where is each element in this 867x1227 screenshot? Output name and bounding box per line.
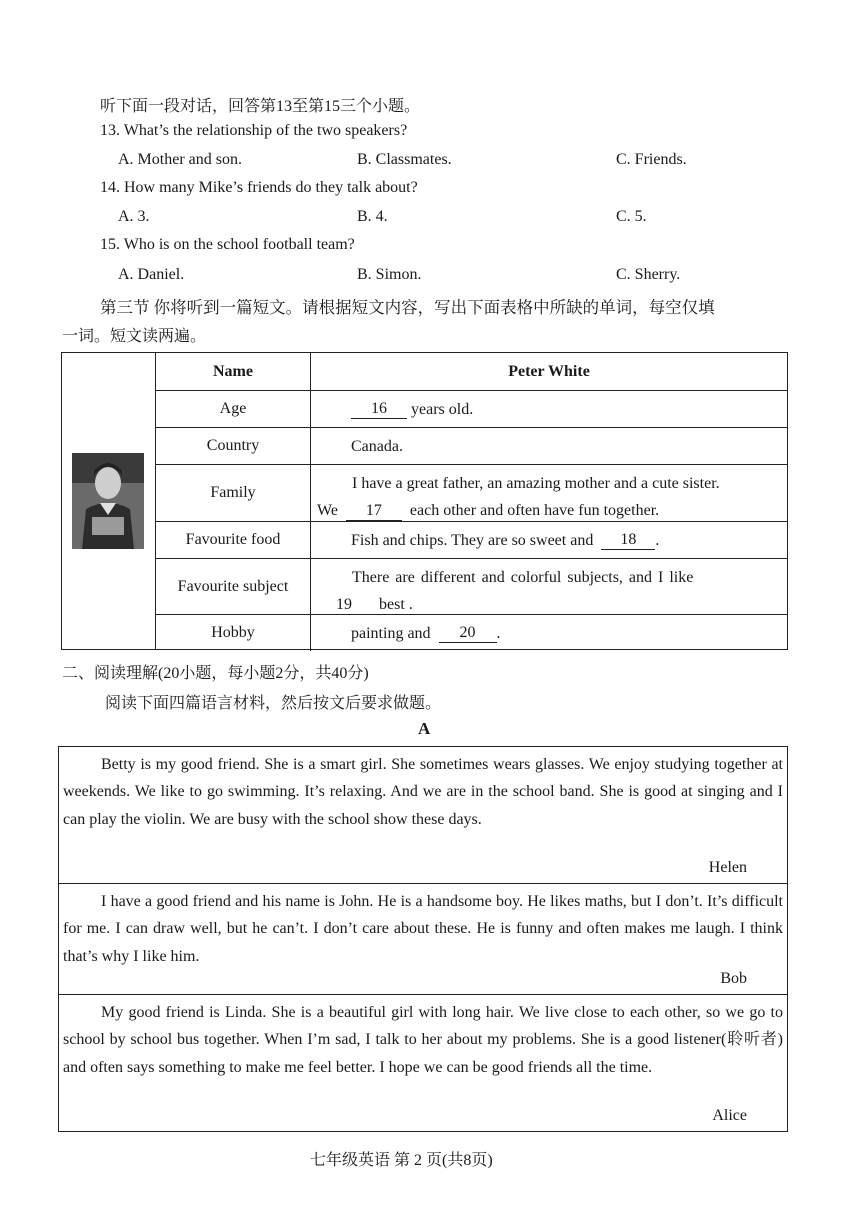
passage-paragraph (59, 995, 787, 1131)
table-row-age (156, 391, 787, 428)
table-row-country (156, 428, 787, 465)
paragraph-signature: Bob (720, 970, 747, 987)
blank-17: 17 (346, 502, 402, 521)
age-label: Age (156, 391, 311, 427)
table-row-hobby (156, 615, 787, 651)
student-photo (72, 453, 144, 549)
family-label: Family (156, 465, 311, 521)
q15-option-a: A. Daniel. (118, 266, 185, 283)
q15-option-c: C. Sherry. (616, 266, 681, 283)
age-value (311, 391, 787, 427)
country-value: Canada. (351, 437, 403, 455)
reading-heading: 二、阅读理解(20小题，每小题2分，共40分) (62, 665, 369, 682)
passage-a-box (58, 746, 788, 1132)
question-14: 14. How many Mike’s friends do they talk about? (100, 179, 418, 196)
passage-label: A (418, 719, 431, 738)
table-row-name (156, 353, 787, 391)
passage-paragraph (59, 747, 787, 884)
food-text: Fish and chips. They are so sweet and (351, 531, 594, 549)
q13-option-b: B. Classmates. (357, 151, 452, 168)
name-label: Name (156, 353, 311, 390)
q13-option-c: C. Friends. (616, 151, 687, 168)
hobby-text: painting and (351, 624, 431, 642)
paragraph-text: My good friend is Linda. She is a beautiful girl with long hair. We live close to each other, so we go to school by school bus together. When I’m sad, I talk to her about my problems. She is a good listener(聆听者) and often says something to make me feel better. I hope we can be good friends all the time. (63, 1004, 783, 1076)
reading-instruction: 阅读下面四篇语言材料，然后按文后要求做题。 (105, 695, 442, 712)
question-15: 15. Who is on the school football team? (100, 236, 355, 253)
paragraph-text: I have a good friend and his name is John. He is a handsome boy. He likes maths, but I don’t. It’s difficult for me. I can draw well, but he can’t. I don’t care about these. He is funny and often makes me laugh. I think that’s why I like him. (63, 893, 783, 965)
table-row-family (156, 465, 787, 522)
part3-instruction-line2: 一词。短文读两遍。 (62, 328, 207, 345)
page-footer: 七年级英语 第 2 页(共8页) (310, 1152, 493, 1169)
table-row-food (156, 522, 787, 559)
age-text: years old. (411, 400, 474, 418)
passage-paragraph (59, 884, 787, 995)
food-label: Favourite food (156, 522, 311, 558)
q14-option-b: B. 4. (357, 208, 388, 225)
subject-line1: There are different and colorful subjects, and I like (352, 569, 694, 586)
subject-label: Favourite subject (156, 559, 311, 614)
paragraph-text: Betty is my good friend. She is a smart girl. She sometimes wears glasses. We enjoy studying together at weekends. We like to go swimming. It’s relaxing. And we are in the school band. She is good at singing and I can play the violin. We are busy with the school show these days. (63, 756, 783, 828)
q14-option-c: C. 5. (616, 208, 647, 225)
q15-option-b: B. Simon. (357, 266, 422, 283)
name-value: Peter White (508, 363, 590, 380)
subject-value (311, 559, 787, 614)
photo-cell (62, 353, 156, 649)
family-line2-end: each other and often have fun together. (409, 502, 660, 519)
food-end: . (655, 531, 660, 549)
hobby-label: Hobby (156, 615, 311, 651)
family-value (311, 465, 787, 521)
table-row-subject (156, 559, 787, 615)
subject-line2: best . (379, 596, 413, 613)
food-value (311, 522, 787, 558)
q13-option-a: A. Mother and son. (118, 151, 242, 168)
section-intro: 听下面一段对话，回答第13至第15三个小题。 (100, 98, 421, 115)
paragraph-signature: Helen (708, 859, 747, 876)
blank-20: 20 (439, 624, 497, 643)
q14-option-a: A. 3. (118, 208, 150, 225)
part3-instruction-line1: 第三节 你将听到一篇短文。请根据短文内容，写出下面表格中所缺的单词，每空仅填 (100, 298, 715, 317)
question-13: 13. What’s the relationship of the two speakers? (100, 122, 408, 139)
hobby-value (311, 615, 787, 651)
blank-16: 16 (351, 400, 407, 419)
paragraph-signature: Alice (712, 1107, 747, 1124)
hobby-end: . (496, 624, 501, 642)
blank-18: 18 (601, 531, 655, 550)
blank-19: 19 (317, 596, 371, 615)
info-table (61, 352, 788, 650)
family-line2-start: We (317, 502, 338, 519)
country-label: Country (156, 428, 311, 464)
family-line1: I have a great father, an amazing mother and a cute sister. (352, 475, 720, 492)
